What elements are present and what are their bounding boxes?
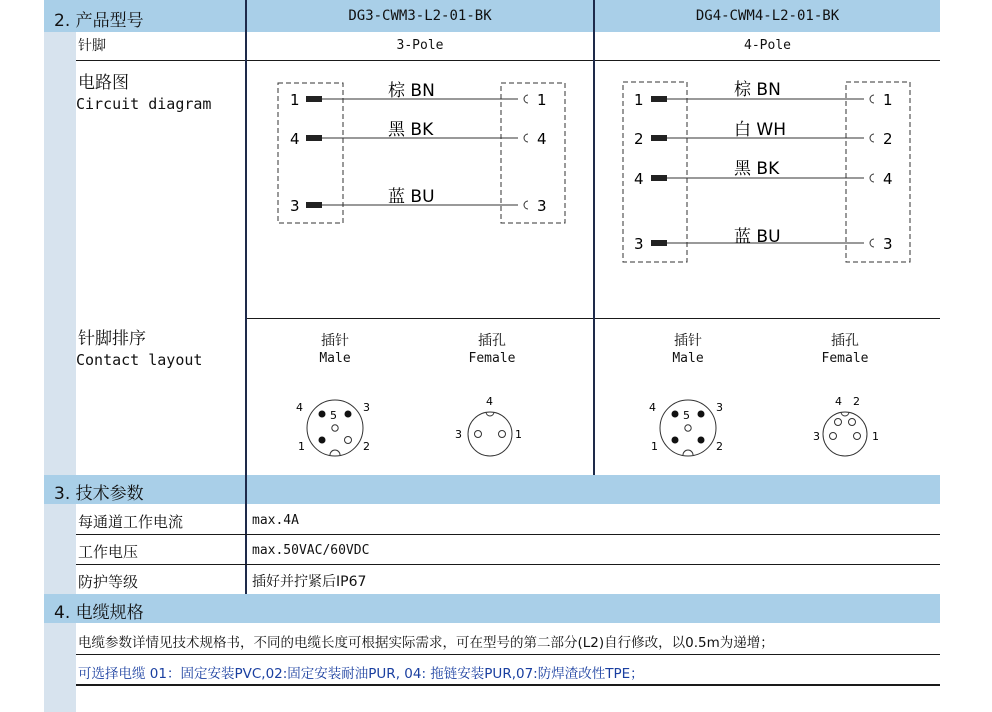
pin-num: 1 (872, 430, 879, 443)
divider (76, 60, 940, 61)
pole-3: 3-Pole (396, 38, 444, 53)
female-title-cn: 插孔 (478, 333, 506, 349)
column-divider (593, 0, 595, 475)
circuit4-row (634, 159, 893, 188)
circuit-label-en: Circuit diagram (76, 95, 212, 113)
circuit4-pin-right: 2 (883, 130, 893, 148)
circuit4-pin-right: 4 (883, 170, 893, 188)
param-name: 工作电压 (78, 543, 139, 561)
circuit4-row (634, 120, 893, 148)
circuit3-wire: 棕 BN (388, 81, 435, 101)
circuit-diagram-3pole (248, 62, 593, 317)
divider (76, 654, 940, 655)
circuit4-pin-left: 2 (634, 130, 644, 148)
pin-num: 1 (298, 440, 305, 453)
circuit4-wire: 棕 BN (734, 80, 781, 100)
divider (76, 684, 940, 686)
male-connector-4pole (645, 392, 735, 464)
section4-header (44, 594, 940, 623)
female-title-cn: 插孔 (831, 333, 859, 349)
section3-title: 3. 技术参数 (54, 484, 144, 504)
circuit4-row (634, 226, 893, 253)
pin-num: 2 (716, 440, 723, 453)
layout-label-cn: 针脚排序 (78, 329, 146, 349)
pole-4: 4-Pole (744, 38, 791, 53)
layout-label-en: Contact layout (76, 351, 203, 369)
circuit4-pin-left: 3 (634, 235, 644, 253)
male-title-en: Male (319, 351, 351, 366)
female-connector-4pole (808, 392, 888, 464)
cable-options: 可选择电缆 01：固定安装PVC,02:固定安装耐油PUR, 04: 拖链安装PUR,07:防焊渣改性TPE； (78, 666, 644, 682)
circuit4-pin-right: 3 (883, 235, 893, 253)
circuit-label-cn: 电路图 (78, 73, 129, 93)
model-4pole: DG4-CWM4-L2-01-BK (695, 8, 840, 24)
circuit4-wire: 黑 BK (734, 159, 780, 179)
param-value: max.4A (252, 513, 299, 528)
model-3pole: DG3-CWM3-L2-01-BK (348, 8, 492, 24)
male-title-cn: 插针 (321, 333, 349, 349)
pin-num: 1 (515, 428, 522, 441)
circuit4-pin-left: 4 (634, 170, 644, 188)
divider (76, 564, 940, 565)
pin-num: 5 (330, 409, 337, 422)
circuit3-pin-left: 4 (290, 130, 300, 148)
circuit-diagram-4pole (596, 62, 940, 317)
pin-num: 2 (853, 395, 860, 408)
param-name: 防护等级 (78, 573, 139, 591)
section2-title: 2. 产品型号 (54, 11, 144, 31)
pin-num: 5 (683, 409, 690, 422)
circuit3-row (290, 81, 547, 109)
circuit3-wire: 黑 BK (388, 120, 434, 140)
circuit4-row (634, 80, 893, 109)
circuit3-wire: 蓝 BU (388, 187, 435, 207)
male-title-en: Male (672, 351, 704, 366)
pin-label: 针脚 (78, 38, 106, 54)
female-title-en: Female (468, 351, 516, 366)
circuit4-pin-left: 1 (634, 91, 644, 109)
male-connector-3pole (292, 392, 382, 464)
female-title-en: Female (821, 351, 869, 366)
male-title-cn: 插针 (674, 333, 702, 349)
pin-num: 3 (455, 428, 462, 441)
pin-num: 4 (649, 401, 656, 414)
section4-title: 4. 电缆规格 (54, 603, 144, 623)
param-name: 每通道工作电流 (78, 513, 184, 531)
pin-num: 4 (486, 395, 493, 408)
cable-note: 电缆参数详情见技术规格书，不同的电缆长度可根据实际需求，可在型号的第二部分(L2)自行修改，以0.5m为递增； (78, 635, 774, 651)
pin-num: 4 (296, 401, 303, 414)
pin-num: 3 (363, 401, 370, 414)
circuit3-pin-left: 1 (290, 91, 300, 109)
pin-num: 3 (813, 430, 820, 443)
pin-num: 4 (835, 395, 842, 408)
pin-num: 2 (363, 440, 370, 453)
circuit3-pin-right: 4 (537, 130, 547, 148)
circuit3-row (290, 120, 547, 148)
circuit3-row (290, 186, 547, 215)
circuit3-pin-right: 3 (537, 197, 547, 215)
circuit3-pin-left: 3 (290, 197, 300, 215)
circuit4-wire: 蓝 BU (734, 227, 781, 247)
section3-header (44, 475, 940, 504)
divider (76, 534, 940, 535)
param-value: 插好并拧紧后IP67 (252, 574, 367, 590)
circuit4-wire: 白 WH (734, 120, 786, 140)
column-divider (245, 0, 247, 475)
pin-num: 1 (651, 440, 658, 453)
female-connector-3pole (452, 392, 532, 464)
pin-num: 3 (716, 401, 723, 414)
param-value: max.50VAC/60VDC (252, 543, 370, 558)
circuit4-pin-right: 1 (883, 91, 893, 109)
circuit3-pin-right: 1 (537, 91, 547, 109)
